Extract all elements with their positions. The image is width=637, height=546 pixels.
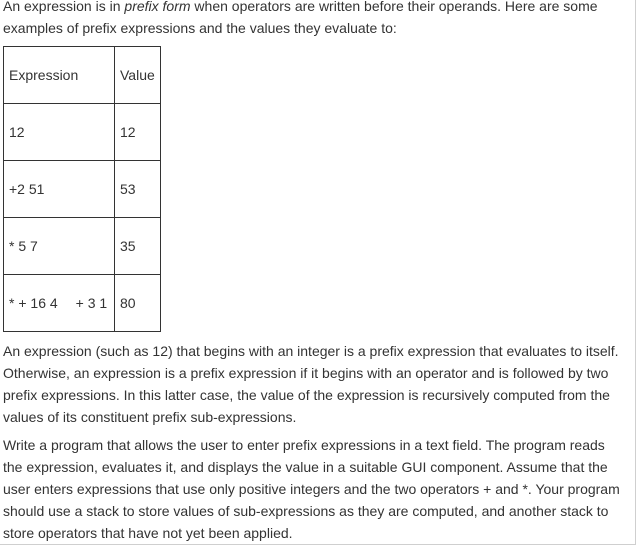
value-cell: 35 [115,218,161,275]
expression-cell: +2 51 [4,161,115,218]
expression-cell [4,275,115,332]
prefix-examples-table [3,46,161,332]
expression-part-a: * + 16 4 [9,295,58,311]
expression-part-b: + 3 1 [75,295,108,311]
expression-cell: 12 [4,104,115,161]
intro-text-start: An expression is in [3,0,125,14]
value-cell: 53 [115,161,161,218]
assignment-paragraph: Write a program that allows the user to enter prefix expressions in a text field. The program reads the expression, evaluates it, and displays the value in a suitable GUI component. Assume that the user enters expressions that use only positive integers and the two operators + and *. Your program should use a stack to store values of sub-expressions as they are computed, and another stack to store operators that have not yet been applied. [3,437,620,541]
intro-paragraph [3,0,623,39]
value-cell: 80 [115,275,161,332]
table-header-row [4,47,161,104]
table-row [4,161,161,218]
header-expression: Expression [4,47,115,104]
expression-cell: * 5 7 [4,218,115,275]
intro-text-end: when operators are written before their operands. Here are some examples of prefix expressions and the values they evaluate to: [3,0,598,36]
table-row [4,104,161,161]
prefix-form-term: prefix form [124,0,191,14]
table-row [4,218,161,275]
definition-paragraph: An expression (such as 12) that begins with an integer is a prefix expression that evaluates to itself. Otherwise, an expression is a prefix expression if it begins with an operator and is followed by two prefix expressions. In this latter case, the value of the expression is recursively computed from the values of its constituent prefix sub-expressions. [3,343,619,425]
header-value: Value [115,47,161,104]
table-row [4,275,161,332]
value-cell: 12 [115,104,161,161]
